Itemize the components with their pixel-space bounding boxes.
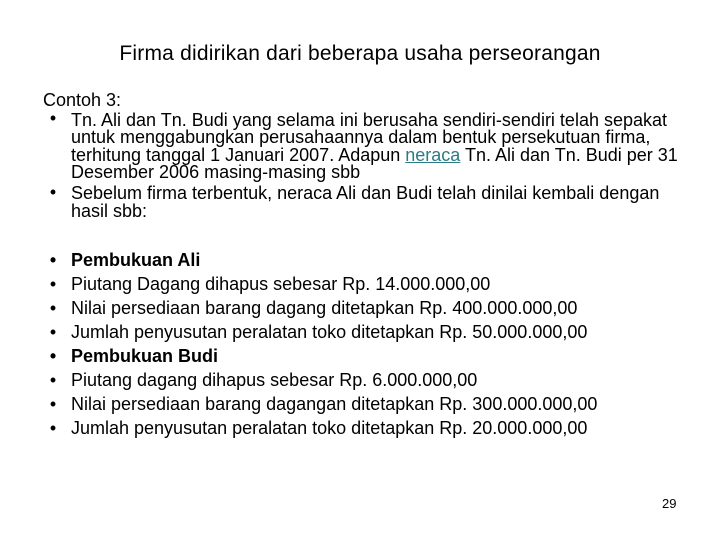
paragraph-item	[43, 181, 693, 223]
list-item-text: Nilai persediaan barang dagangan ditetapkan Rp. 300.000.000,00	[71, 394, 598, 414]
list-item-text: Nilai persediaan barang dagang ditetapkan Rp. 400.000.000,00	[71, 298, 578, 318]
list-item-text: Pembukuan Budi	[71, 346, 219, 366]
list-item-text: Jumlah penyusutan peralatan toko ditetapkan Rp. 20.000.000,00	[71, 418, 588, 438]
list-item-text: Pembukuan Ali	[71, 250, 201, 270]
list-item	[43, 320, 693, 344]
bullet-icon: •	[49, 394, 57, 414]
list-item	[43, 368, 693, 392]
list-item-text: Jumlah penyusutan peralatan toko ditetapkan Rp. 50.000.000,00	[71, 322, 588, 342]
bullet-icon: •	[49, 250, 57, 270]
adjustment-list	[43, 248, 693, 440]
bullet-icon: •	[49, 108, 57, 128]
bullet-icon: •	[49, 298, 57, 318]
slide-title: Firma didirikan dari beberapa usaha perseorangan	[119, 42, 601, 65]
list-item	[43, 272, 693, 296]
list-item	[43, 416, 693, 440]
list-item	[43, 296, 693, 320]
neraca-link[interactable]: neraca	[405, 144, 461, 165]
list-item-text: Piutang dagang dihapus sebesar Rp. 6.000.000,00	[71, 370, 478, 390]
bullet-icon: •	[49, 346, 57, 366]
paragraph-text-start: Tn. Ali dan Tn. Budi yang selama ini berusaha sendiri-sendiri telah sepakat untuk menggabungkan perusahaannya dalam bentuk persekutuan firma, terhitung tanggal 1 Januari 2007. Adapun	[71, 109, 668, 165]
paragraph-text: Sebelum firma terbentuk, neraca Ali dan Budi telah dinilai kembali dengan hasil sbb:	[71, 183, 660, 221]
bullet-icon: •	[49, 274, 57, 294]
bullet-icon: •	[49, 322, 57, 342]
list-item-section-budi	[43, 344, 693, 368]
list-item	[43, 392, 693, 416]
paragraph-text-end: Tn. Ali dan Tn. Budi per 31 Desember 2006 masing-masing sbb	[71, 144, 678, 182]
list-item-section-ali	[43, 248, 693, 272]
bullet-icon: •	[49, 418, 57, 438]
list-item-text: Piutang Dagang dihapus sebesar Rp. 14.000.000,00	[71, 274, 491, 294]
slide-content	[43, 90, 693, 440]
page-number: 29	[662, 496, 677, 511]
paragraph-item	[43, 110, 693, 184]
example-heading: Contoh 3:	[43, 90, 122, 110]
bullet-icon: •	[49, 370, 57, 390]
bullet-icon: •	[49, 181, 57, 202]
paragraph-list	[43, 110, 693, 222]
